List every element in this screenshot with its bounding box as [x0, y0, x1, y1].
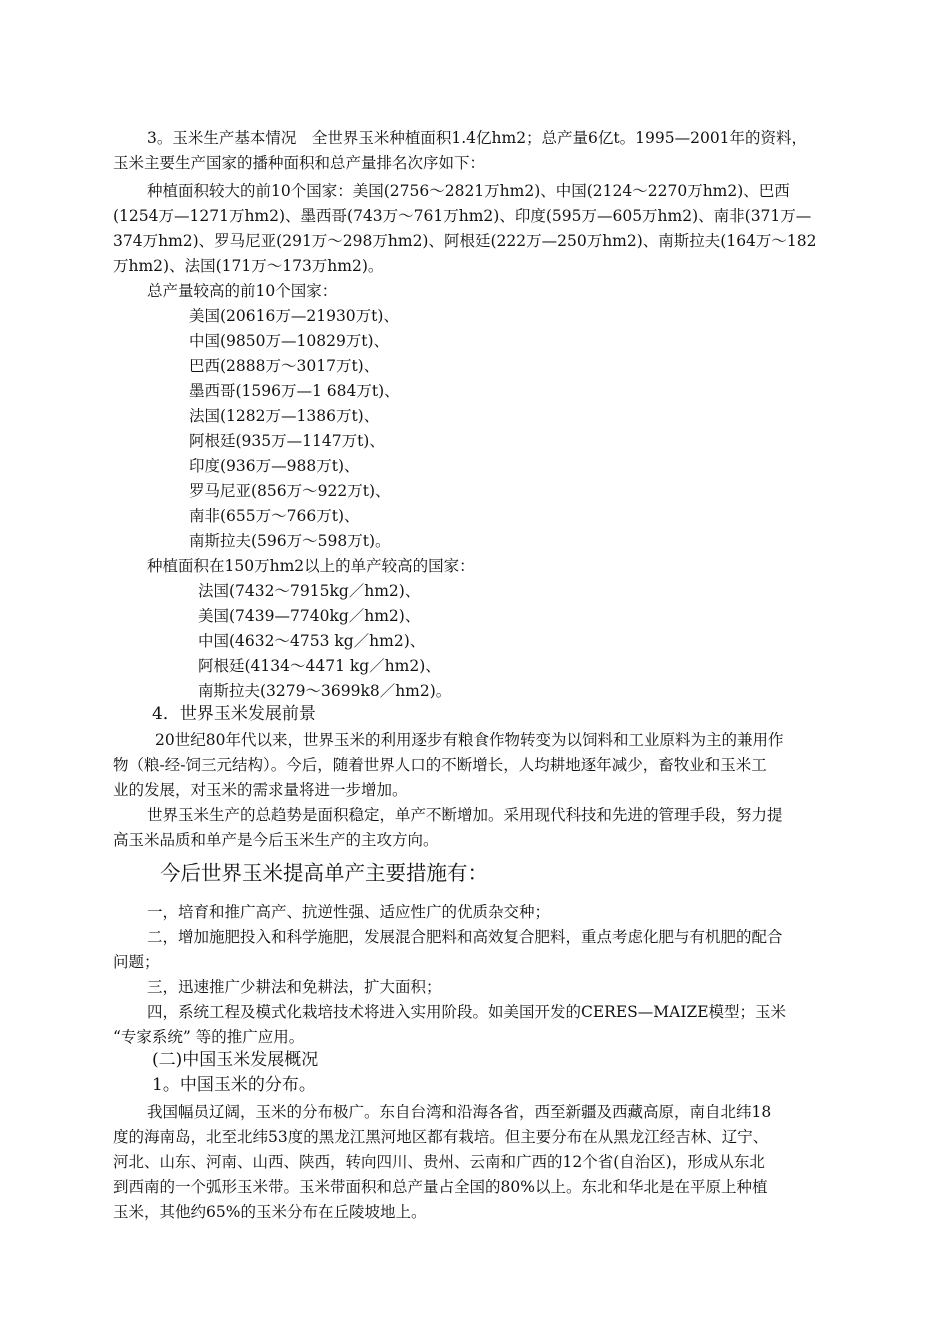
area-intro: 种植面积较大的前10个国家：美国(2756～2821万hm2)、中国(2124～2270万hm2)、巴西 [147, 182, 790, 200]
section4-p1-line1: 20世纪80年代以来，世界玉米的利用逐步有粮食作物转变为以饲料和工业原料为主的兼用作 [155, 731, 784, 749]
section4-p1-line2: 物（粮-经-饲三元结构）。今后，随着世界人口的不断增长，人均耕地逐年减少，畜牧业和玉米工 [113, 756, 767, 774]
production-item: 墨西哥(1596万—1 684万t)、 [189, 382, 400, 400]
measure-1: 一，培育和推广高产、抗逆性强、适应性广的优质杂交种； [147, 903, 551, 921]
production-item: 罗马尼亚(856万～922万t)、 [189, 482, 391, 500]
production-item: 阿根廷(935万—1147万t)、 [189, 432, 385, 450]
section4-heading: 4．世界玉米发展前景 [152, 704, 316, 724]
china-p-line2: 度的海南岛，北至北纬53度的黑龙江黑河地区都有栽培。但主要分布在从黑龙江经吉林、辽宁、 [113, 1128, 769, 1146]
china-p-line5: 玉米，其他约65%的玉米分布在丘陵坡地上。 [113, 1203, 427, 1221]
china-p-line3: 河北、山东、河南、山西、陕西，转向四川、贵州、云南和广西的12个省(自治区)，形成从东北 [113, 1153, 765, 1171]
production-item: 南非(655万～766万t)、 [189, 507, 360, 525]
china-p-line4: 到西南的一个弧形玉米带。玉米带面积和总产量占全国的80%以上。东北和华北是在平原上种植 [113, 1178, 768, 1196]
measures-heading: 今后世界玉米提高单产主要措施有： [160, 861, 488, 885]
measure-4-line2: “专家系统” 等的推广应用。 [113, 1028, 305, 1046]
china-subheading: 1。中国玉米的分布。 [152, 1075, 316, 1095]
section3-line1: 3。玉米生产基本情况 全世界玉米种植面积1.4亿hm2；总产量6亿t。1995—2001年的资料， [147, 129, 808, 147]
yield-item: 美国(7439—7740kg／hm2)、 [198, 607, 421, 625]
yield-item: 南斯拉夫(3279～3699k8／hm2)。 [198, 682, 452, 700]
production-item: 南斯拉夫(596万～598万t)。 [189, 532, 391, 550]
china-p-line1: 我国幅员辽阔，玉米的分布极广。东自台湾和沿海各省，西至新疆及西藏高原，南自北纬18 [147, 1103, 772, 1121]
measure-4-line1: 四，系统工程及模式化栽培技术将进入实用阶段。如美国开发的CERES—MAIZE模型；玉米 [147, 1003, 787, 1021]
yield-item: 中国(4632～4753 kg／hm2)、 [198, 632, 426, 650]
production-intro: 总产量较高的前10个国家： [147, 282, 338, 300]
measure-3: 三，迅速推广少耕法和免耕法，扩大面积； [147, 978, 442, 996]
china-heading: (二)中国玉米发展概况 [152, 1050, 319, 1070]
measure-2-line2: 问题； [113, 953, 160, 971]
section3-line2: 玉米主要生产国家的播种面积和总产量排名次序如下： [113, 154, 486, 172]
yield-intro: 种植面积在150万hm2以上的单产较高的国家： [147, 557, 475, 575]
production-item: 美国(20616万—21930万t)、 [189, 307, 399, 325]
section4-p2-line1: 世界玉米生产的总趋势是面积稳定，单产不断增加。采用现代科技和先进的管理手段，努力提 [147, 806, 783, 824]
section4-p2-line2: 高玉米品质和单产是今后玉米生产的主攻方向。 [113, 831, 439, 849]
section4-p1-line3: 业的发展，对玉米的需求量将进一步增加。 [113, 781, 408, 799]
yield-item: 法国(7432～7915kg／hm2)、 [198, 582, 421, 600]
production-item: 法国(1282万—1386万t)、 [189, 407, 380, 425]
yield-item: 阿根廷(4134～4471 kg／hm2)、 [198, 657, 441, 675]
production-item: 巴西(2888万～3017万t)、 [189, 357, 380, 375]
production-item: 中国(9850万—10829万t)、 [189, 332, 390, 350]
production-item: 印度(936万—988万t)、 [189, 457, 360, 475]
area-line3: 374万hm2)、罗马尼亚(291万～298万hm2)、阿根廷(222万—250万hm2)、南斯拉夫(164万～182 [113, 232, 817, 250]
area-line2: (1254万—1271万hm2)、墨西哥(743万～761万hm2)、印度(595万—605万hm2)、南非(371万— [113, 207, 812, 225]
area-line4: 万hm2)、法国(171万～173万hm2)。 [113, 257, 384, 275]
measure-2-line1: 二，增加施肥投入和科学施肥，发展混合肥料和高效复合肥料，重点考虑化肥与有机肥的配合 [147, 928, 783, 946]
